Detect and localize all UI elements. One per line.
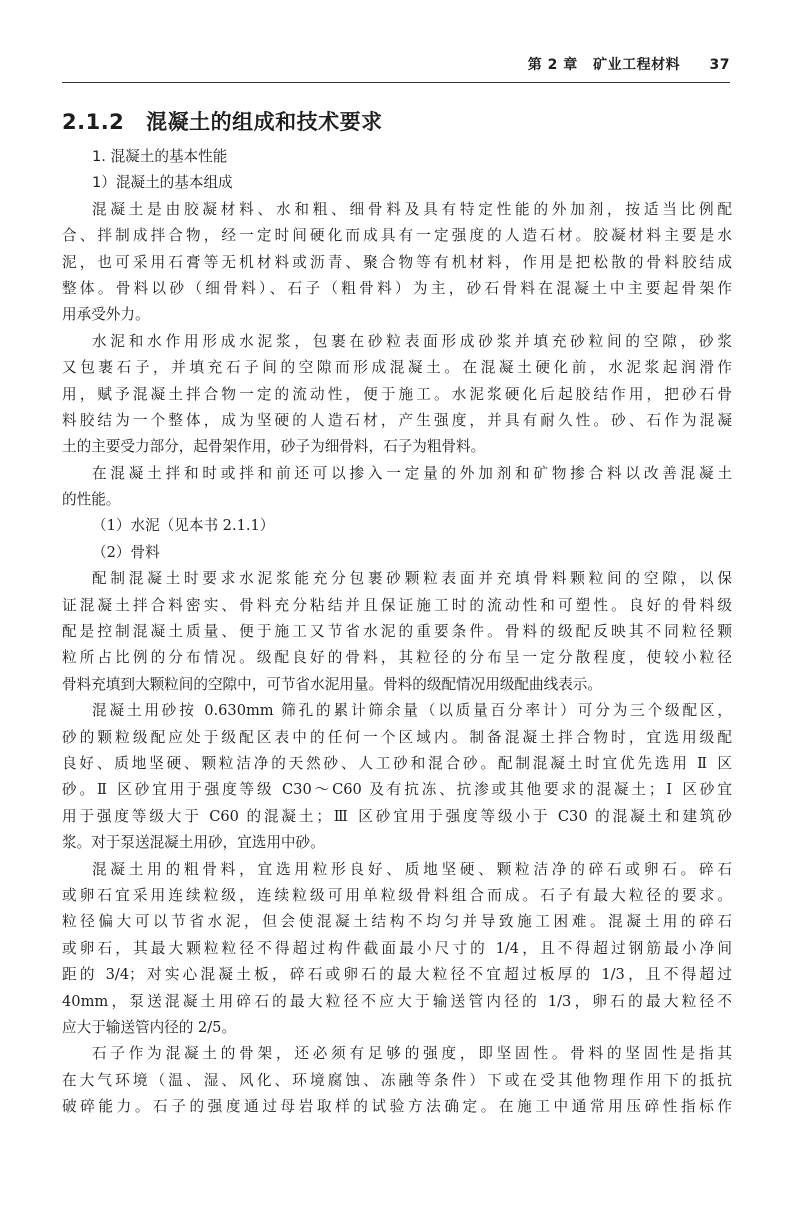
text-line: 在大气环境（温、湿、风化、环境腐蚀、冻融等条件）下或在受其他物理作用下的抵抗	[62, 1071, 732, 1089]
text-line: 破碎能力。石子的强度通过母岩取样的试验方法确定。在施工中通常用压碎性指标作	[62, 1098, 732, 1116]
text-line: 砂。Ⅱ 区砂宜用于强度等级 C30～C60 及有抗冻、抗渗或其他要求的混凝土；Ⅰ 区砂宜	[62, 781, 732, 799]
header-info	[518, 54, 730, 74]
text-line: 水泥和水作用形成水泥浆，包裹在砂粒表面形成砂浆并填充砂粒间的空隙，砂浆	[92, 332, 732, 350]
text-line: 混凝土用的粗骨料，宜选用粒形良好、质地坚硬、颗粒洁净的碎石或卵石。碎石	[92, 860, 732, 878]
text-line: 石子作为混凝土的骨架，还必须有足够的强度，即坚固性。骨料的坚固性是指其	[92, 1045, 732, 1063]
text-line: 证混凝土拌合料密实、骨料充分粘结并且保证施工时的流动性和可塑性。良好的骨料级	[62, 596, 732, 614]
text-line: 配是控制混凝土质量、便于施工又节省水泥的重要条件。骨料的级配反映其不同粒径颗	[62, 623, 732, 641]
text-line: 合、拌制成拌合物，经一定时间硬化而成具有一定强度的人造石材。胶凝材料主要是水	[62, 227, 732, 245]
body-text	[62, 144, 732, 1120]
section-number: 2.1.2	[62, 110, 125, 134]
text-line: 用，赋予混凝土拌合物一定的流动性，便于施工。水泥浆硬化后起胶结作用，把砂石骨	[62, 385, 732, 403]
section-heading	[62, 106, 383, 136]
text-line: 又包裹石子，并填充石子间的空隙而形成混凝土。在混凝土硬化前，水泥浆起润滑作	[62, 359, 732, 377]
heading-basic-properties: 1. 混凝土的基本性能	[92, 148, 228, 165]
running-header	[62, 50, 730, 83]
text-line: 在混凝土拌和时或拌和前还可以掺入一定量的外加剂和矿物掺合料以改善混凝土	[92, 464, 732, 482]
chapter-title: 矿业工程材料	[593, 57, 681, 73]
text-line: 泥，也可采用石膏等无机材料或沥青、聚合物等有机材料，作用是把松散的骨料胶结成	[62, 253, 732, 271]
text-line: 应大于输送管内径的 2/5。	[62, 1018, 237, 1036]
text-line: 距的 3/4；对实心混凝土板，碎石或卵石的最大粒径不宜超过板厚的 1/3，且不得超过	[62, 966, 732, 984]
text-line: 整体。骨料以砂（细骨料）、石子（粗骨料）为主，砂石骨料在混凝土中主要起骨架作	[62, 279, 732, 297]
text-line: 用于强度等级大于 C60 的混凝土；Ⅲ 区砂宜用于强度等级小于 C30 的混凝土和建筑砂	[62, 807, 732, 825]
text-line: 的性能。	[62, 491, 121, 509]
text-line: 或卵石宜采用连续粒级，连续粒级可用单粒级骨料组合而成。石子有最大粒径的要求。	[62, 886, 732, 904]
page-number: 37	[709, 57, 730, 73]
text-line: 用承受外力。	[62, 306, 150, 324]
text-line: 粒所占比例的分布情况。级配良好的骨料，其粒径的分布呈一定分散程度，使较小粒径	[62, 649, 732, 667]
item-aggregate: （2）骨料	[92, 543, 160, 561]
heading-basic-composition: 1）混凝土的基本组成	[92, 174, 233, 192]
text-line: 混凝土用砂按 0.630mm 筛孔的累计筛余量（以质量百分率计）可分为三个级配区，	[92, 702, 732, 720]
text-line: 砂的颗粒级配应处于级配区表中的任何一个区域内。制备混凝土拌合物时，宜选用级配	[62, 728, 732, 746]
text-line: 浆。对于泵送混凝土用砂，宜选用中砂。	[62, 834, 325, 852]
item-cement: （1）水泥（见本书 2.1.1）	[92, 517, 275, 535]
text-line: 40mm，泵送混凝土用碎石的最大粒径不应大于输送管内径的 1/3，卵石的最大粒径不	[62, 992, 732, 1010]
text-line: 混凝土是由胶凝材料、水和粗、细骨料及具有特定性能的外加剂，按适当比例配	[92, 200, 732, 218]
text-line: 土的主要受力部分，起骨架作用，砂子为细骨料，石子为粗骨料。	[62, 438, 486, 456]
text-line: 粒径偏大可以节省水泥，但会使混凝土结构不均匀并导致施工困难。混凝土用的碎石	[62, 913, 732, 931]
text-line: 骨料充填到大颗粒间的空隙中，可节省水泥用量。骨料的级配情况用级配曲线表示。	[62, 675, 602, 693]
text-line: 料胶结为一个整体，成为坚硬的人造石材，产生强度，并具有耐久性。砂、石作为混凝	[62, 411, 732, 429]
chapter-label: 第 2 章	[527, 57, 578, 73]
text-line: 或卵石，其最大颗粒粒径不得超过构件截面最小尺寸的 1/4，且不得超过钢筋最小净间	[62, 939, 732, 957]
text-line: 配制混凝土时要求水泥浆能充分包裹砂颗粒表面并充填骨料颗粒间的空隙，以保	[92, 570, 732, 588]
text-line: 良好、质地坚硬、颗粒洁净的天然砂、人工砂和混合砂。配制混凝土时宜优先选用 Ⅱ 区	[62, 754, 732, 772]
section-title: 混凝土的组成和技术要求	[146, 110, 383, 134]
